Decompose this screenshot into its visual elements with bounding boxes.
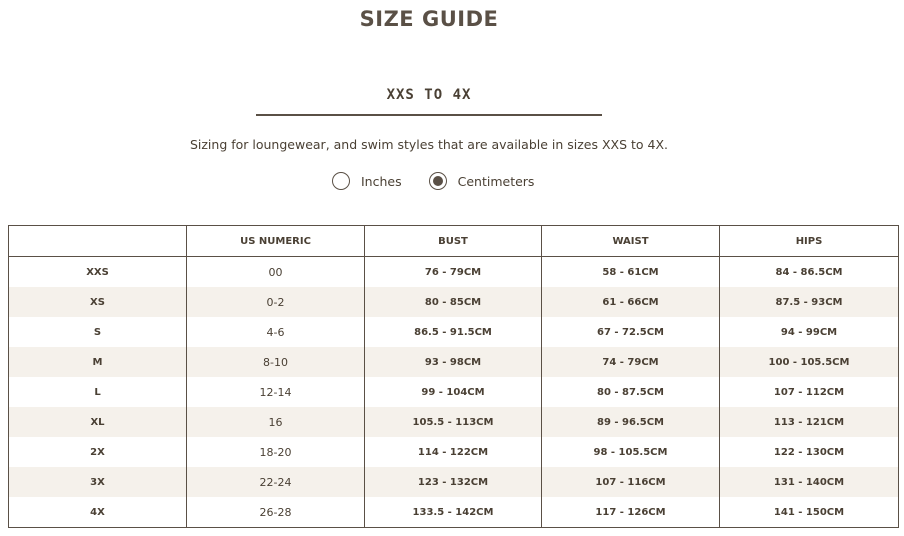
us-numeric-cell: 4-6 [187,317,365,347]
us-numeric-cell: 8-10 [187,347,365,377]
waist-cell: 89 - 96.5CM [542,407,720,437]
bust-cell: 76 - 79CM [365,257,542,288]
waist-cell: 67 - 72.5CM [542,317,720,347]
size-chart-table [8,225,899,528]
size-cell: XL [9,407,187,437]
hips-cell: 107 - 112CM [720,377,899,407]
unit-option-centimeters[interactable] [429,172,535,190]
table-row [9,497,899,528]
waist-cell: 98 - 105.5CM [542,437,720,467]
waist-cell: 58 - 61CM [542,257,720,288]
table-header-row [9,226,899,257]
us-numeric-cell: 22-24 [187,467,365,497]
us-numeric-cell: 26-28 [187,497,365,528]
bust-cell: 93 - 98CM [365,347,542,377]
size-cell: M [9,347,187,377]
bust-cell: 99 - 104CM [365,377,542,407]
size-cell: 3X [9,467,187,497]
table-row [9,467,899,497]
hips-cell: 122 - 130CM [720,437,899,467]
tab-xxs-to-4x[interactable]: XXS TO 4X [256,84,602,116]
size-cell: XS [9,287,187,317]
size-guide-description: Sizing for loungewear, and swim styles that are available in sizes XXS to 4X. [189,137,669,152]
size-cell: 4X [9,497,187,528]
table-row [9,287,899,317]
size-cell: S [9,317,187,347]
hips-cell: 131 - 140CM [720,467,899,497]
waist-cell: 74 - 79CM [542,347,720,377]
radio-inches[interactable] [332,172,350,190]
us-numeric-cell: 12-14 [187,377,365,407]
us-numeric-cell: 16 [187,407,365,437]
waist-cell: 80 - 87.5CM [542,377,720,407]
hips-cell: 94 - 99CM [720,317,899,347]
us-numeric-cell: 00 [187,257,365,288]
hips-cell: 100 - 105.5CM [720,347,899,377]
bust-cell: 105.5 - 113CM [365,407,542,437]
size-cell: 2X [9,437,187,467]
table-row [9,437,899,467]
header-waist: WAIST [542,226,720,257]
hips-cell: 113 - 121CM [720,407,899,437]
header-size [9,226,187,257]
waist-cell: 61 - 66CM [542,287,720,317]
waist-cell: 117 - 126CM [542,497,720,528]
bust-cell: 133.5 - 142CM [365,497,542,528]
us-numeric-cell: 18-20 [187,437,365,467]
table-row [9,257,899,288]
bust-cell: 123 - 132CM [365,467,542,497]
size-cell: L [9,377,187,407]
unit-label-centimeters: Centimeters [457,173,535,189]
page-title: SIZE GUIDE [359,7,499,31]
bust-cell: 86.5 - 91.5CM [365,317,542,347]
header-us-numeric: US NUMERIC [187,226,365,257]
us-numeric-cell: 0-2 [187,287,365,317]
radio-centimeters[interactable] [429,172,447,190]
size-cell: XXS [9,257,187,288]
hips-cell: 84 - 86.5CM [720,257,899,288]
unit-toggle [332,170,534,192]
unit-label-inches: Inches [361,173,402,189]
table-row [9,317,899,347]
hips-cell: 141 - 150CM [720,497,899,528]
table-row [9,377,899,407]
bust-cell: 80 - 85CM [365,287,542,317]
waist-cell: 107 - 116CM [542,467,720,497]
header-hips: HIPS [720,226,899,257]
table-row [9,407,899,437]
table-row [9,347,899,377]
hips-cell: 87.5 - 93CM [720,287,899,317]
header-bust: BUST [365,226,542,257]
unit-option-inches[interactable] [332,172,402,190]
bust-cell: 114 - 122CM [365,437,542,467]
